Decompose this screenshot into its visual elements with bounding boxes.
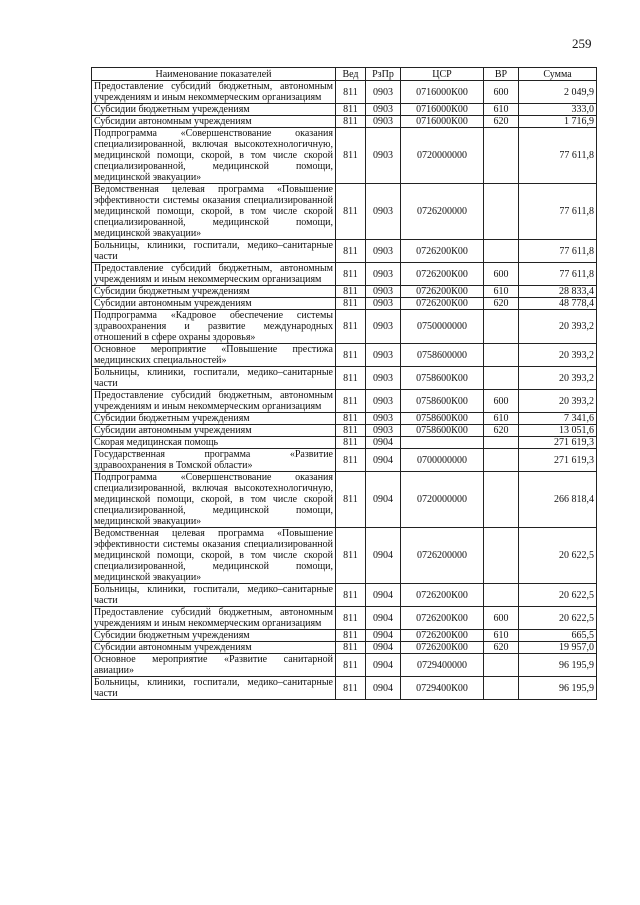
- table-row: [92, 630, 597, 642]
- ved-cell: 811: [336, 437, 366, 449]
- name-cell: Скорая медицинская помощь: [92, 437, 336, 449]
- csr-cell: [401, 437, 484, 449]
- table-row: [92, 472, 597, 528]
- rzpr-cell: 0904: [366, 654, 401, 677]
- sum-cell: 77 611,8: [519, 240, 597, 263]
- ved-cell: 811: [336, 240, 366, 263]
- table-row: [92, 390, 597, 413]
- table-row: [92, 240, 597, 263]
- vr-cell: [484, 677, 519, 700]
- table-row: [92, 425, 597, 437]
- csr-cell: 0758600К00: [401, 367, 484, 390]
- name-cell: Больницы, клиники, госпитали, медико–санитарные части: [92, 677, 336, 700]
- vr-cell: [484, 654, 519, 677]
- csr-cell: 0726200К00: [401, 286, 484, 298]
- vr-cell: [484, 528, 519, 584]
- vr-cell: 610: [484, 286, 519, 298]
- table-row: [92, 642, 597, 654]
- csr-cell: 0758600К00: [401, 425, 484, 437]
- ved-cell: 811: [336, 630, 366, 642]
- ved-cell: 811: [336, 528, 366, 584]
- csr-cell: 0726200К00: [401, 630, 484, 642]
- rzpr-cell: 0903: [366, 390, 401, 413]
- sum-cell: 96 195,9: [519, 677, 597, 700]
- rzpr-cell: 0903: [366, 184, 401, 240]
- csr-cell: 0716000К00: [401, 104, 484, 116]
- name-cell: Ведомственная целевая программа «Повышение эффективности системы оказания специализированной медицинской помощи, скорой, в том числе скорой специализированной, медицинской помощи, медицинской эвакуации»: [92, 184, 336, 240]
- table-row: [92, 286, 597, 298]
- rzpr-cell: 0903: [366, 116, 401, 128]
- ved-cell: 811: [336, 642, 366, 654]
- rzpr-cell: 0904: [366, 642, 401, 654]
- name-cell: Субсидии бюджетным учреждениям: [92, 104, 336, 116]
- rzpr-cell: 0903: [366, 425, 401, 437]
- csr-cell: 0758600000: [401, 344, 484, 367]
- name-cell: Предоставление субсидий бюджетным, автономным учреждениям и иным некоммерческим организациям: [92, 607, 336, 630]
- table-row: [92, 449, 597, 472]
- name-cell: Основное мероприятие «Повышение престижа медицинских специальностей»: [92, 344, 336, 367]
- rzpr-cell: 0903: [366, 310, 401, 344]
- table-row: [92, 528, 597, 584]
- rzpr-cell: 0904: [366, 437, 401, 449]
- vr-cell: 620: [484, 425, 519, 437]
- name-cell: Больницы, клиники, госпитали, медико–санитарные части: [92, 367, 336, 390]
- vr-cell: [484, 128, 519, 184]
- table-row: [92, 263, 597, 286]
- table-row: [92, 413, 597, 425]
- header-row: [92, 68, 597, 81]
- name-cell: Больницы, клиники, госпитали, медико–санитарные части: [92, 240, 336, 263]
- table-row: [92, 81, 597, 104]
- rzpr-cell: 0904: [366, 630, 401, 642]
- ved-cell: 811: [336, 607, 366, 630]
- csr-cell: 0726200К00: [401, 607, 484, 630]
- name-cell: Больницы, клиники, госпитали, медико–санитарные части: [92, 584, 336, 607]
- sum-cell: 77 611,8: [519, 263, 597, 286]
- vr-cell: [484, 472, 519, 528]
- ved-cell: 811: [336, 81, 366, 104]
- name-cell: Субсидии бюджетным учреждениям: [92, 630, 336, 642]
- csr-cell: 0726200К00: [401, 584, 484, 607]
- vr-cell: [484, 240, 519, 263]
- table-row: [92, 607, 597, 630]
- sum-cell: 20 622,5: [519, 528, 597, 584]
- csr-cell: 0716000К00: [401, 116, 484, 128]
- vr-cell: 610: [484, 630, 519, 642]
- vr-cell: [484, 367, 519, 390]
- vr-cell: 600: [484, 81, 519, 104]
- name-cell: Предоставление субсидий бюджетным, автономным учреждениям и иным некоммерческим организациям: [92, 81, 336, 104]
- ved-cell: 811: [336, 654, 366, 677]
- vr-cell: [484, 437, 519, 449]
- name-cell: Субсидии автономным учреждениям: [92, 425, 336, 437]
- sum-cell: 48 778,4: [519, 298, 597, 310]
- sum-cell: 20 393,2: [519, 310, 597, 344]
- name-cell: Субсидии бюджетным учреждениям: [92, 413, 336, 425]
- table-row: [92, 344, 597, 367]
- sum-cell: 28 833,4: [519, 286, 597, 298]
- rzpr-cell: 0904: [366, 677, 401, 700]
- header-ved: Вед: [336, 68, 366, 81]
- csr-cell: 0720000000: [401, 128, 484, 184]
- csr-cell: 0726200К00: [401, 263, 484, 286]
- csr-cell: 0700000000: [401, 449, 484, 472]
- sum-cell: 20 622,5: [519, 584, 597, 607]
- header-name: Наименование показателей: [92, 68, 336, 81]
- table-row: [92, 677, 597, 700]
- vr-cell: 620: [484, 642, 519, 654]
- name-cell: Субсидии автономным учреждениям: [92, 298, 336, 310]
- name-cell: Подпрограмма «Совершенствование оказания специализированной, включая высокотехнологичную, медицинской помощи, скорой, в том числе скорой специализированной, медицинской помощи, медицинской эвакуации»: [92, 128, 336, 184]
- rzpr-cell: 0903: [366, 413, 401, 425]
- budget-table: [91, 67, 597, 700]
- ved-cell: 811: [336, 298, 366, 310]
- table-header: [92, 68, 597, 81]
- vr-cell: 610: [484, 104, 519, 116]
- csr-cell: 0726200К00: [401, 298, 484, 310]
- name-cell: Предоставление субсидий бюджетным, автономным учреждениям и иным некоммерческим организациям: [92, 390, 336, 413]
- rzpr-cell: 0903: [366, 344, 401, 367]
- rzpr-cell: 0904: [366, 607, 401, 630]
- ved-cell: 811: [336, 390, 366, 413]
- csr-cell: 0729400000: [401, 654, 484, 677]
- rzpr-cell: 0904: [366, 584, 401, 607]
- csr-cell: 0726200К00: [401, 642, 484, 654]
- csr-cell: 0758600К00: [401, 390, 484, 413]
- name-cell: Предоставление субсидий бюджетным, автономным учреждениям и иным некоммерческим организациям: [92, 263, 336, 286]
- name-cell: Ведомственная целевая программа «Повышение эффективности системы оказания специализированной медицинской помощи, скорой, в том числе скорой специализированной, медицинской помощи, медицинской эвакуации»: [92, 528, 336, 584]
- ved-cell: 811: [336, 184, 366, 240]
- vr-cell: 610: [484, 413, 519, 425]
- sum-cell: 77 611,8: [519, 184, 597, 240]
- sum-cell: 20 622,5: [519, 607, 597, 630]
- ved-cell: 811: [336, 584, 366, 607]
- sum-cell: 77 611,8: [519, 128, 597, 184]
- rzpr-cell: 0904: [366, 528, 401, 584]
- rzpr-cell: 0903: [366, 263, 401, 286]
- vr-cell: 600: [484, 263, 519, 286]
- table-row: [92, 298, 597, 310]
- sum-cell: 13 051,6: [519, 425, 597, 437]
- table-row: [92, 184, 597, 240]
- name-cell: Субсидии бюджетным учреждениям: [92, 286, 336, 298]
- sum-cell: 2 049,9: [519, 81, 597, 104]
- table-body: [92, 81, 597, 700]
- vr-cell: [484, 584, 519, 607]
- rzpr-cell: 0904: [366, 472, 401, 528]
- csr-cell: 0716000К00: [401, 81, 484, 104]
- vr-cell: 620: [484, 116, 519, 128]
- header-rzpr: РзПр: [366, 68, 401, 81]
- header-sum: Сумма: [519, 68, 597, 81]
- sum-cell: 266 818,4: [519, 472, 597, 528]
- csr-cell: 0726200000: [401, 528, 484, 584]
- csr-cell: 0750000000: [401, 310, 484, 344]
- ved-cell: 811: [336, 104, 366, 116]
- name-cell: Подпрограмма «Совершенствование оказания специализированной, включая высокотехнологичную, медицинской помощи, скорой, в том числе скорой специализированной, медицинской помощи, медицинской эвакуации»: [92, 472, 336, 528]
- sum-cell: 271 619,3: [519, 437, 597, 449]
- table-row: [92, 367, 597, 390]
- table-row: [92, 128, 597, 184]
- ved-cell: 811: [336, 425, 366, 437]
- sum-cell: 333,0: [519, 104, 597, 116]
- table-row: [92, 584, 597, 607]
- vr-cell: [484, 310, 519, 344]
- ved-cell: 811: [336, 310, 366, 344]
- ved-cell: 811: [336, 367, 366, 390]
- vr-cell: [484, 344, 519, 367]
- sum-cell: 271 619,3: [519, 449, 597, 472]
- sum-cell: 19 957,0: [519, 642, 597, 654]
- name-cell: Субсидии автономным учреждениям: [92, 642, 336, 654]
- rzpr-cell: 0903: [366, 128, 401, 184]
- page-number: 259: [572, 36, 592, 51]
- table-row: [92, 437, 597, 449]
- sum-cell: 20 393,2: [519, 367, 597, 390]
- table-row: [92, 310, 597, 344]
- table-row: [92, 116, 597, 128]
- sum-cell: 7 341,6: [519, 413, 597, 425]
- sum-cell: 96 195,9: [519, 654, 597, 677]
- ved-cell: 811: [336, 413, 366, 425]
- name-cell: Подпрограмма «Кадровое обеспечение системы здравоохранения и развитие международных отношений в сфере охраны здоровья»: [92, 310, 336, 344]
- csr-cell: 0720000000: [401, 472, 484, 528]
- csr-cell: 0758600К00: [401, 413, 484, 425]
- sum-cell: 665,5: [519, 630, 597, 642]
- header-csr: ЦСР: [401, 68, 484, 81]
- csr-cell: 0729400К00: [401, 677, 484, 700]
- ved-cell: 811: [336, 449, 366, 472]
- rzpr-cell: 0903: [366, 367, 401, 390]
- ved-cell: 811: [336, 128, 366, 184]
- vr-cell: 620: [484, 298, 519, 310]
- rzpr-cell: 0903: [366, 104, 401, 116]
- ved-cell: 811: [336, 677, 366, 700]
- ved-cell: 811: [336, 472, 366, 528]
- sum-cell: 20 393,2: [519, 390, 597, 413]
- rzpr-cell: 0903: [366, 298, 401, 310]
- sum-cell: 1 716,9: [519, 116, 597, 128]
- table-row: [92, 104, 597, 116]
- name-cell: Субсидии автономным учреждениям: [92, 116, 336, 128]
- csr-cell: 0726200000: [401, 184, 484, 240]
- vr-cell: 600: [484, 607, 519, 630]
- sum-cell: 20 393,2: [519, 344, 597, 367]
- name-cell: Основное мероприятие «Развитие санитарной авиации»: [92, 654, 336, 677]
- ved-cell: 811: [336, 286, 366, 298]
- rzpr-cell: 0903: [366, 240, 401, 263]
- name-cell: Государственная программа «Развитие здравоохранения в Томской области»: [92, 449, 336, 472]
- vr-cell: [484, 184, 519, 240]
- table-row: [92, 654, 597, 677]
- ved-cell: 811: [336, 263, 366, 286]
- ved-cell: 811: [336, 344, 366, 367]
- rzpr-cell: 0903: [366, 81, 401, 104]
- rzpr-cell: 0903: [366, 286, 401, 298]
- csr-cell: 0726200К00: [401, 240, 484, 263]
- vr-cell: 600: [484, 390, 519, 413]
- header-vr: ВР: [484, 68, 519, 81]
- ved-cell: 811: [336, 116, 366, 128]
- rzpr-cell: 0904: [366, 449, 401, 472]
- vr-cell: [484, 449, 519, 472]
